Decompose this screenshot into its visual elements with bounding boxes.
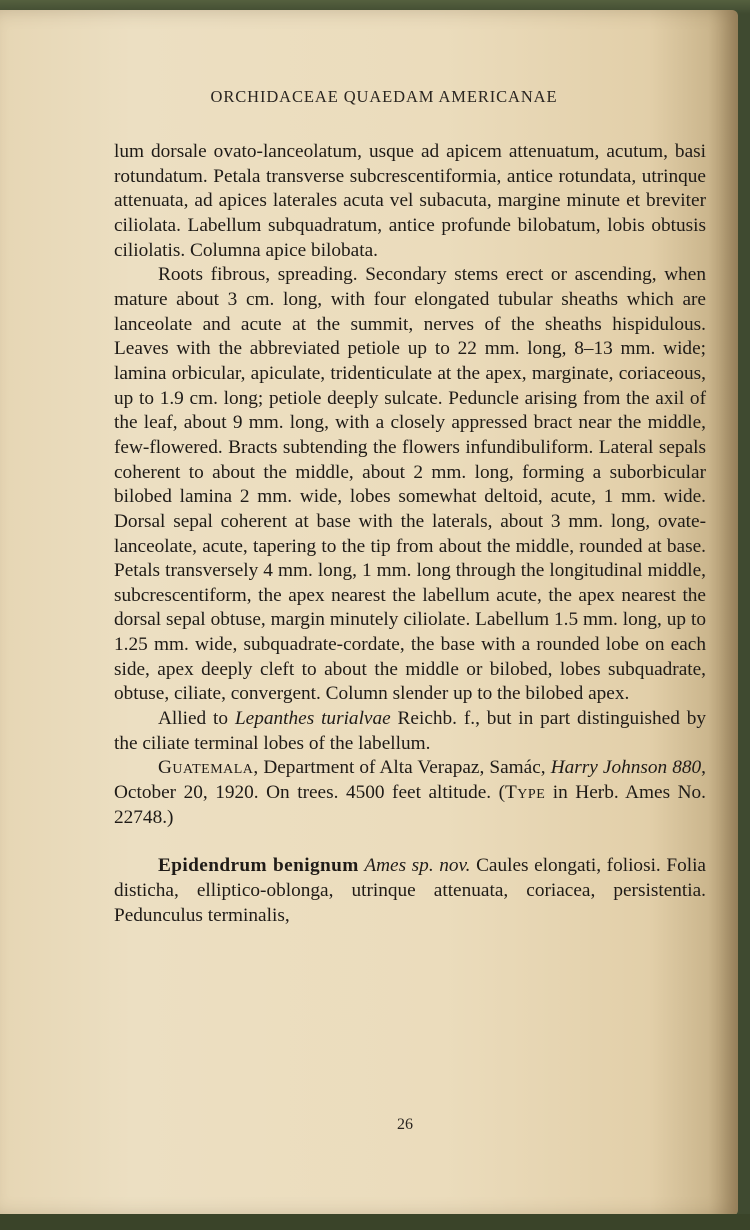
paragraph-affinity [114,707,706,756]
running-head: ORCHIDACEAE QUAEDAM AMERICANAE [210,87,558,106]
book-cover-edge-bottom [0,1214,750,1230]
book-page [0,10,738,1216]
species-authority: Ames sp. nov. [364,855,471,877]
species-diagnosis: Caules elongati, foliosi. Folia disticha, elliptico-oblonga, utrinque attenuata, coriacea, persistentia. Pedunculus terminalis, [114,855,706,926]
citation-text-2: , October 20, 1920. On trees. 4500 feet altitude. ( [114,757,706,804]
collector-name: Harry Johnson 880 [550,757,702,779]
paragraph-specimen-citation [114,756,706,830]
type-label: Type [505,782,546,804]
paragraph-new-species [114,854,706,928]
citation-text-1: , Department of Alta Verapaz, Samác, [253,757,551,779]
paragraph-english-description: Roots fibrous, spreading. Secondary stems erect or ascending, when mature about 3 cm. long, with four elongated tubular sheaths which are lanceolate and acute at the summit, nerves of the sheaths hispidulous. Leaves with the abbreviated petiole up to 22 mm. long, 8–13 mm. wide; lamina orbicular, apiculate, tridenticulate at the apex, marginate, coriaceous, up to 1.9 cm. long; petiole deeply sulcate. Peduncle arising from the axil of the leaf, about 9 mm. long, with a closely appressed bract near the middle, few-flowered. Bracts subtending the flowers infundibuliform. Lateral sepals coherent to about the middle, about 2 mm. long, forming a suborbicular bilobed lamina 2 mm. wide, lobes somewhat deltoid, acute, 1 mm. wide. Dorsal sepal coherent at base with the laterals, about 3 mm. long, ovate-lanceolate, acute, tapering to the tip from about the middle, rounded at base. Petals transversely 4 mm. long, 1 mm. long through the longitudinal middle, subcrescentiform, the apex nearest the labellum acute, the apex nearest the dorsal sepal obtuse, margin minutely ciliolate. Labellum 1.5 mm. long, up to 1.25 mm. wide, subquadrate-cordate, the base with a rounded lobe on each side, apex deeply cleft to about the middle or bilobed, lobes subquadrate, obtuse, ciliate, convergent. Column slender up to the bilobed apex. [114,264,706,705]
text-block [114,140,706,928]
allied-species-name: Lepanthes turialvae [234,708,391,730]
citation-text-3: in Herb. Ames No. 22748.) [114,782,706,828]
species-heading: Epidendrum benignum [158,855,359,877]
section-gap [114,830,706,854]
locality-country: Guatemala [158,757,254,779]
affinity-text-after: Reichb. f., but in part distinguished by the ciliate terminal lobes of the labellum. [114,708,706,754]
page-number: 26 [397,1116,413,1133]
paragraph-latin-description: lum dorsale ovato-lanceolatum, usque ad apicem attenuatum, acutum, basi rotundatum. Petala transverse subcrescentiformia, antice rotundata, utrinque attenuata, ad apices laterales acuta vel subacuta, margine minute et breviter ciliolata. Labellum subquadratum, antice profunde bilobatum, lobis obtusis ciliolatis. Columna apice bilobata. [114,141,706,261]
affinity-text-before: Allied to [158,708,235,730]
